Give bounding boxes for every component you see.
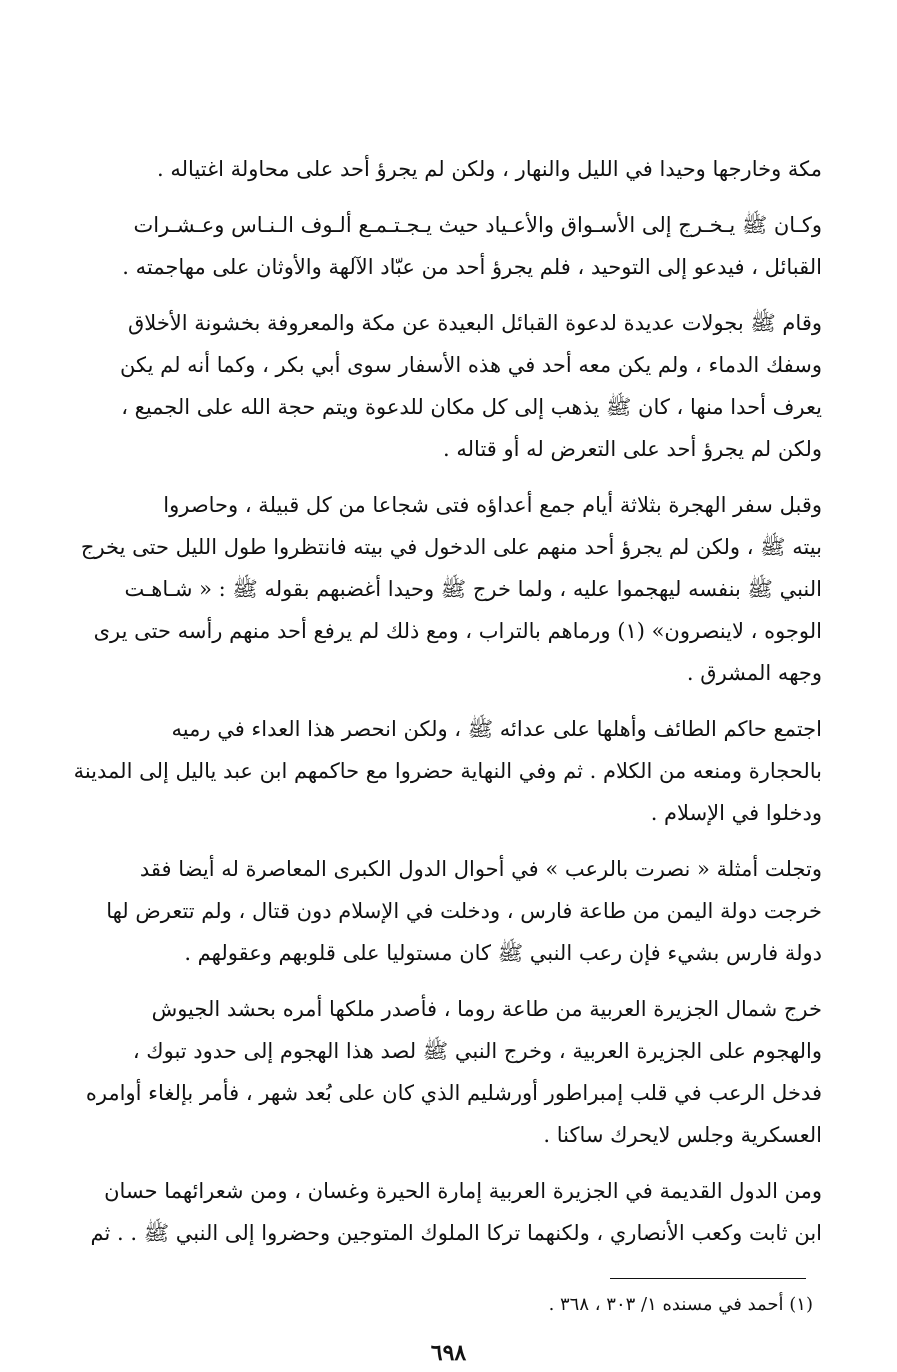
paragraph xyxy=(50,148,822,190)
text-line: العسكرية وجلس لايحرك ساكنا . xyxy=(543,1123,822,1147)
body-text xyxy=(50,148,822,1268)
text-line: والهجوم على الجزيرة العربية ، وخرج النبي ﷺ لصد هذا الهجوم إلى حدود تبوك ، xyxy=(132,1039,822,1063)
text-line: خرجت دولة اليمن من طاعة فارس ، ودخلت في الإسلام دون قتال ، ولم تتعرض لها xyxy=(106,899,822,923)
paragraph xyxy=(50,988,822,1156)
text-line: ومن الدول القديمة في الجزيرة العربية إمارة الحيرة وغسان ، ومن شعرائهما حسان xyxy=(104,1179,822,1203)
footnote: (١) أحمد في مسنده ١/ ٣٠٣ ، ٣٦٨ . xyxy=(548,1294,813,1315)
text-line: ودخلوا في الإسلام . xyxy=(650,801,822,825)
paragraph xyxy=(50,204,822,288)
text-line: بيته ﷺ ، ولكن لم يجرؤ أحد منهم على الدخول في بيته فانتظروا طول الليل حتى يخرج xyxy=(80,535,822,559)
text-line: وقبل سفر الهجرة بثلاثة أيام جمع أعداؤه فتى شجاعا من كل قبيلة ، وحاصروا xyxy=(163,493,822,517)
text-line: الوجوه ، لاينصرون» (١) ورماهم بالتراب ، ومع ذلك لم يرفع أحد منهم رأسه حتى يرى xyxy=(93,619,822,643)
text-line: وقام ﷺ بجولات عديدة لدعوة القبائل البعيدة عن مكة والمعروفة بخشونة الأخلاق xyxy=(128,311,822,335)
text-line: وجهه المشرق . xyxy=(686,661,822,685)
paragraph xyxy=(50,848,822,974)
text-line: ابن ثابت وكعب الأنصاري ، ولكنهما تركا الملوك المتوجين وحضروا إلى النبي ﷺ . . ثم xyxy=(90,1221,822,1245)
text-line: النبي ﷺ بنفسه ليهجموا عليه ، ولما خرج ﷺ وحيدا أغضبهم بقوله ﷺ : « شـاهـت xyxy=(124,577,822,601)
footnote-separator xyxy=(610,1278,806,1279)
text-line: ولكن لم يجرؤ أحد على التعرض له أو قتاله . xyxy=(443,437,822,461)
paragraph xyxy=(50,302,822,470)
text-line: وتجلت أمثلة « نصرت بالرعب » في أحوال الدول الكبرى المعاصرة له أيضا فقد xyxy=(139,857,822,881)
text-line: خرج شمال الجزيرة العربية من طاعة روما ، فأصدر ملكها أمره بحشد الجيوش xyxy=(151,997,822,1021)
paragraph xyxy=(50,1170,822,1254)
text-line: القبائل ، فيدعو إلى التوحيد ، فلم يجرؤ أحد من عبّاد الآلهة والأوثان على مهاجمته . xyxy=(122,255,822,279)
text-line: وكـان ﷺ يـخـرج إلى الأسـواق والأعـياد حيث يـجـتـمـع ألـوف الـنـاس وعـشـرات xyxy=(133,213,822,237)
paragraph xyxy=(50,708,822,834)
text-line: دولة فارس بشيء فإن رعب النبي ﷺ كان مستوليا على قلوبهم وعقولهم . xyxy=(184,941,822,965)
text-line: يعرف أحدا منها ، كان ﷺ يذهب إلى كل مكان للدعوة ويتم حجة الله على الجميع ، xyxy=(121,395,822,419)
text-line: مكة وخارجها وحيدا في الليل والنهار ، ولكن لم يجرؤ أحد على محاولة اغتياله . xyxy=(157,157,822,181)
text-line: فدخل الرعب في قلب إمبراطور أورشليم الذي كان على بُعد شهر ، فأمر بإلغاء أوامره xyxy=(85,1081,822,1105)
text-line: وسفك الدماء ، ولم يكن معه أحد في هذه الأسفار سوى أبي بكر ، وكما أنه لم يكن xyxy=(119,353,822,377)
text-line: اجتمع حاكم الطائف وأهلها على عدائه ﷺ ، ولكن انحصر هذا العداء في رميه xyxy=(171,717,822,741)
paragraph xyxy=(50,484,822,694)
text-line: بالحجارة ومنعه من الكلام . ثم وفي النهاية حضروا مع حاكمهم ابن عبد ياليل إلى المدينة xyxy=(73,759,822,783)
page-number: ٦٩٨ xyxy=(430,1340,467,1366)
